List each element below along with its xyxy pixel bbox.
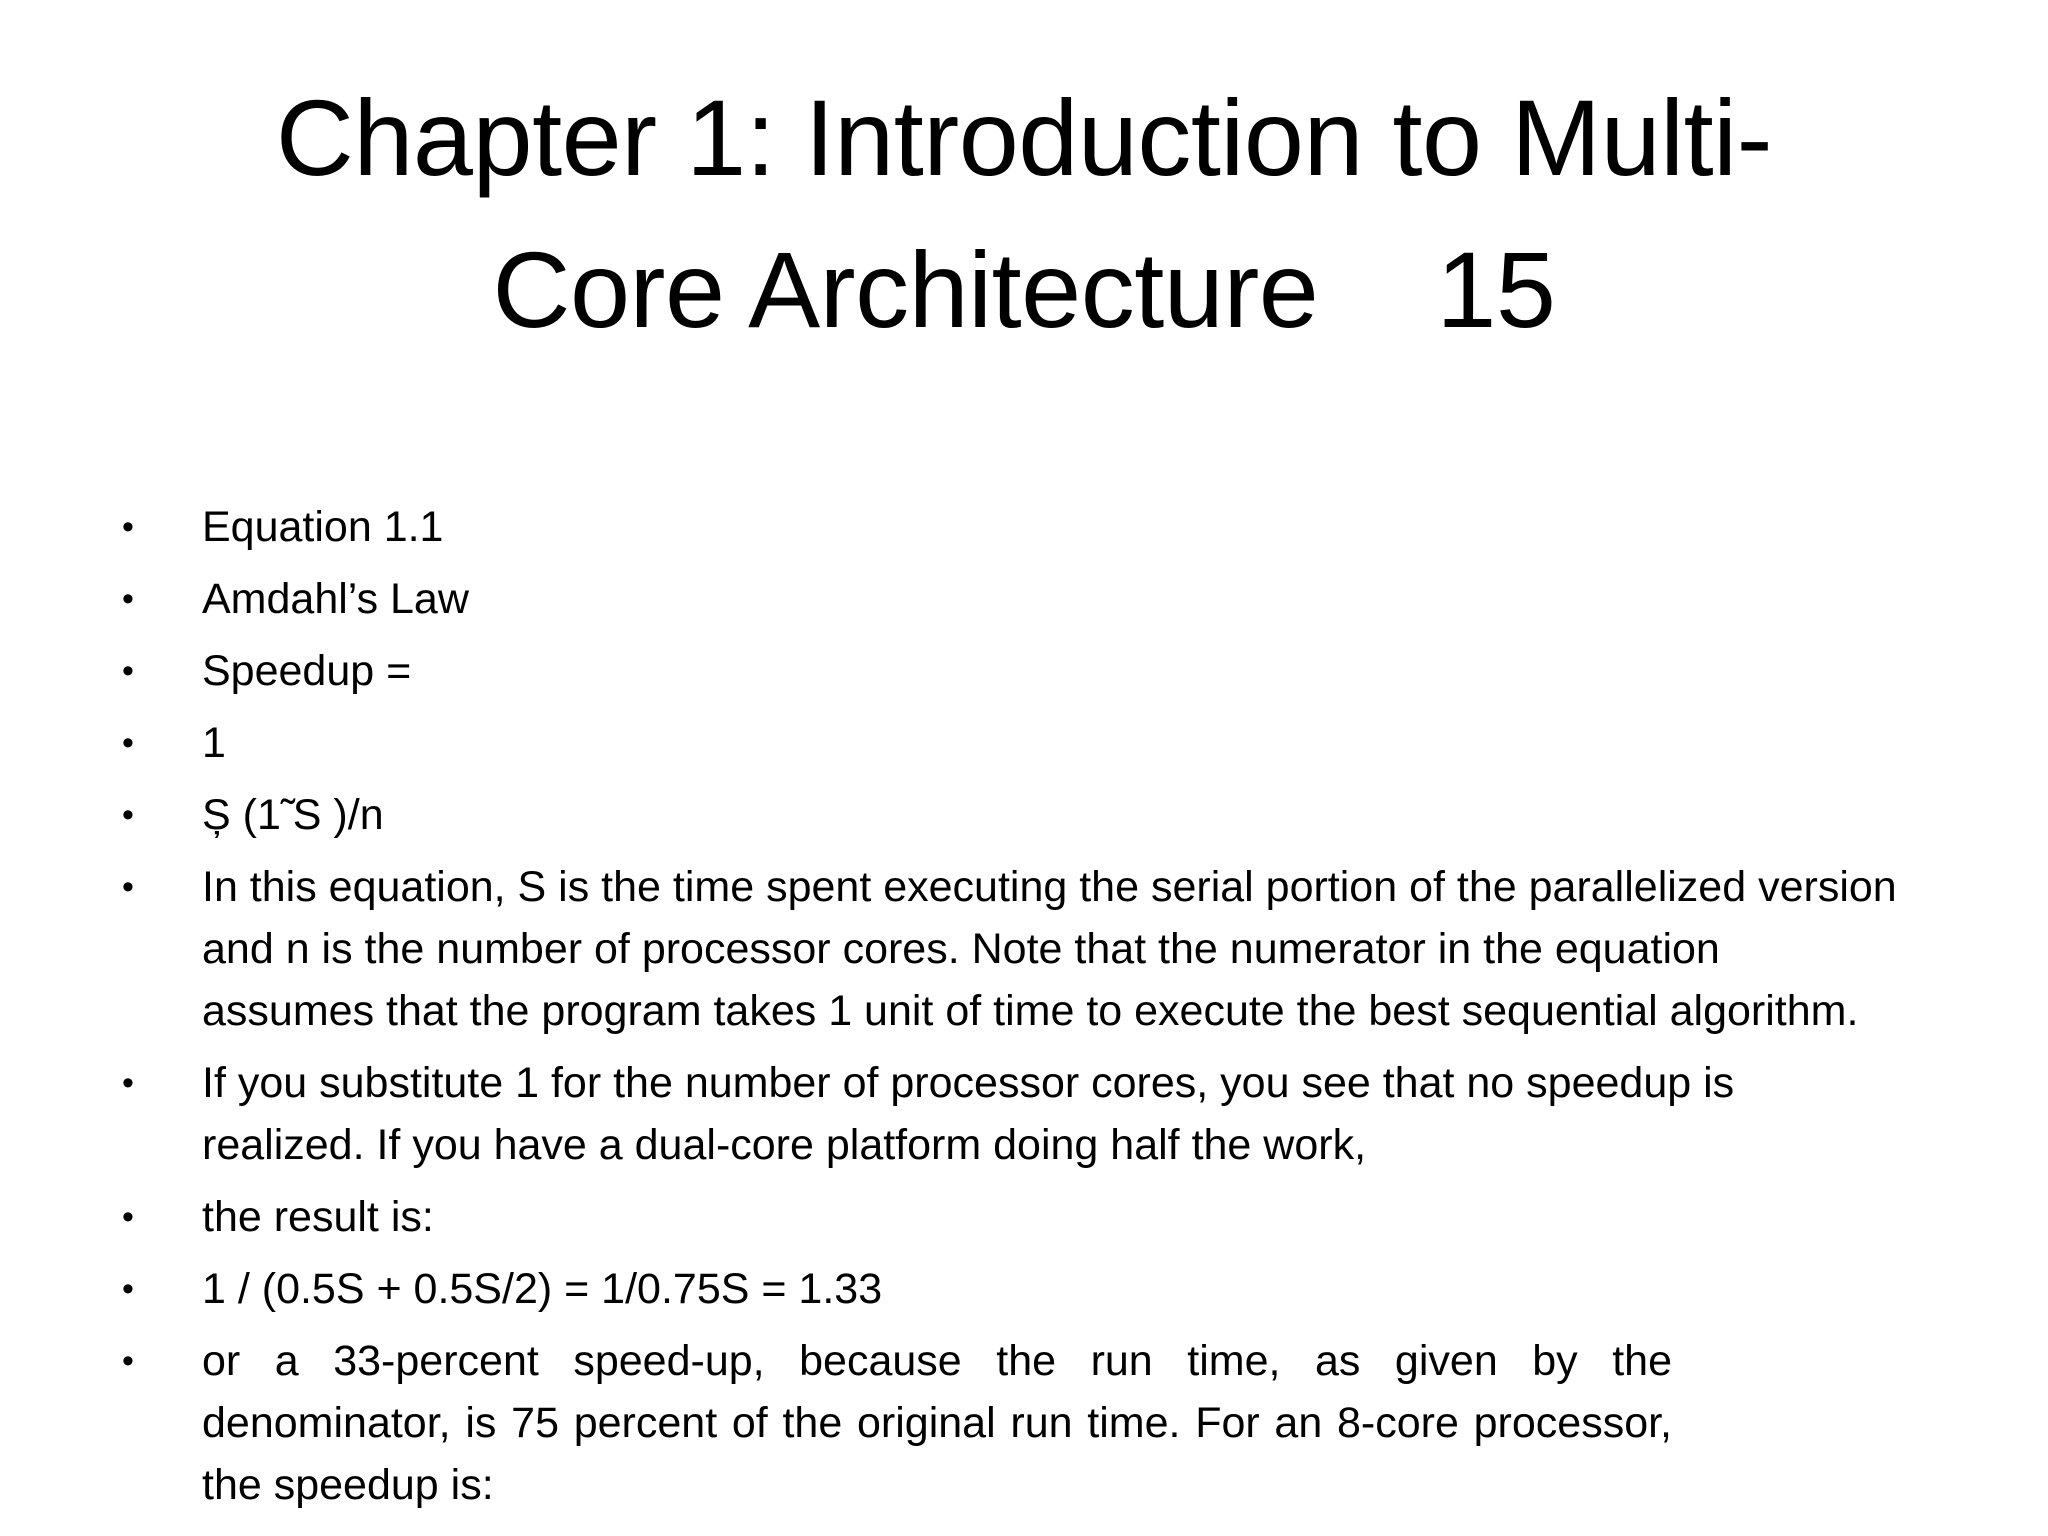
list-item bbox=[122, 1186, 1902, 1248]
list-item bbox=[122, 568, 1902, 630]
list-item-text: or a 33-percent speed-up, because the run time, as given by the denominator, is 75 percent of the original run time. For an 8-core processor, the speedup is: bbox=[202, 1337, 1672, 1509]
list-item-text: Speedup = bbox=[202, 647, 412, 695]
bullet-list bbox=[122, 496, 1902, 1526]
bullet-icon: • bbox=[122, 580, 134, 618]
list-item bbox=[122, 1052, 1902, 1176]
list-item-text: In this equation, S is the time spent executing the serial portion of the parallelized version and n is the number of processor cores. Note that the numerator in the equation assumes that the program takes 1 unit of time to execute the best sequential algorithm. bbox=[202, 863, 1897, 1035]
slide-title bbox=[140, 62, 1908, 366]
bullet-icon: • bbox=[122, 1342, 134, 1380]
bullet-icon: • bbox=[122, 724, 134, 762]
bullet-icon: • bbox=[122, 1270, 134, 1308]
bullet-icon: • bbox=[122, 508, 134, 546]
list-item-text: Ș (1̃ S )/n bbox=[202, 791, 384, 839]
slide-title-line-2: Core Architecture 15 bbox=[492, 229, 1556, 350]
list-item-text: 1 / (0.5S + 0.5S/2) = 1/0.75S = 1.33 bbox=[202, 1265, 883, 1313]
list-item bbox=[122, 856, 1902, 1042]
list-item bbox=[122, 1330, 1902, 1516]
bullet-icon: • bbox=[122, 1064, 134, 1102]
list-item-text: If you substitute 1 for the number of processor cores, you see that no speedup is realized. If you have a dual-core platform doing half the work, bbox=[202, 1059, 1735, 1169]
slide-title-line-1: Chapter 1: Introduction to Multi- bbox=[275, 77, 1773, 198]
list-item-text: Equation 1.1 bbox=[202, 503, 444, 551]
bullet-icon: • bbox=[122, 868, 134, 906]
list-item bbox=[122, 640, 1902, 702]
list-item bbox=[122, 784, 1902, 846]
list-item-text: 1 bbox=[202, 719, 226, 767]
list-item bbox=[122, 1258, 1902, 1320]
bullet-icon: • bbox=[122, 1198, 134, 1236]
bullet-icon: • bbox=[122, 796, 134, 834]
list-item bbox=[122, 712, 1902, 774]
bullet-icon: • bbox=[122, 652, 134, 690]
list-item bbox=[122, 496, 1902, 558]
list-item-text: the result is: bbox=[202, 1193, 434, 1241]
list-item-text: Amdahl’s Law bbox=[202, 575, 469, 623]
